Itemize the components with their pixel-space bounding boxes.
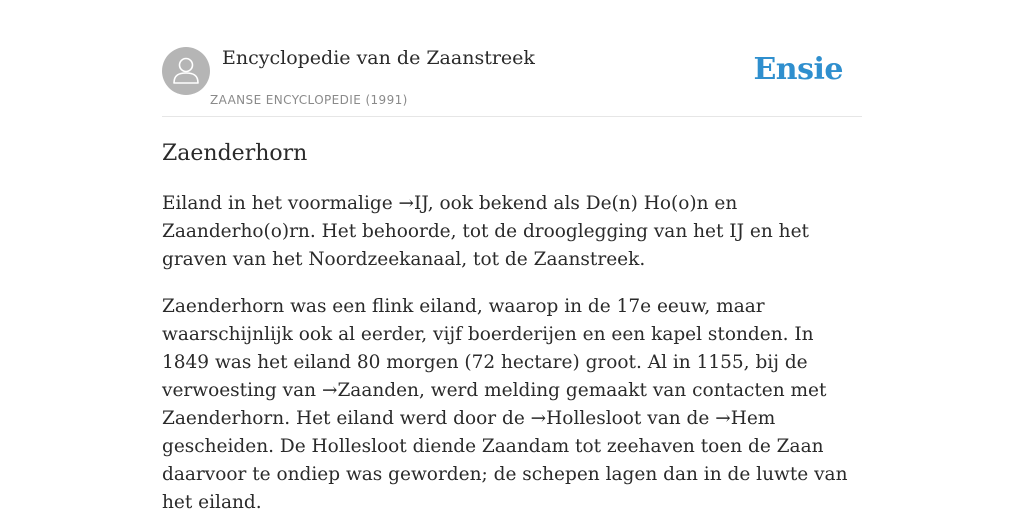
brand-logo[interactable]: Ensie <box>753 52 843 87</box>
book-source[interactable]: ZAANSE ENCYCLOPEDIE (1991) <box>210 93 408 107</box>
paragraph-2 <box>162 293 862 512</box>
link-ij[interactable]: →IJ <box>398 193 428 214</box>
paragraph-text: , werd melding gemaakt van contacten met Zaenderhorn. Het eiland werd door de <box>162 380 827 429</box>
header <box>162 46 862 117</box>
link-hem[interactable]: →Hem <box>715 408 776 429</box>
entry-title: Zaenderhorn <box>162 141 308 166</box>
paragraph-1 <box>162 190 862 274</box>
user-icon <box>162 47 210 95</box>
article <box>162 138 862 512</box>
paragraph-text: , ook bekend als De(n) Ho(o)n en Zaanderho(o)rn. Het behoorde, tot de drooglegging van het IJ en het graven van het Noordzeekanaal, tot de Zaanstreek. <box>162 193 809 270</box>
link-hollesloot[interactable]: →Hollesloot <box>530 408 642 429</box>
paragraph-text: gescheiden. De Hollesloot diende Zaandam tot zeehaven toen de Zaan daarvoor te ondiep was geworden; de schepen lagen dan in de luwte van het eiland. <box>162 436 848 512</box>
paragraph-text: Eiland in het voormalige <box>162 193 399 214</box>
book-title[interactable]: Encyclopedie van de Zaanstreek <box>222 47 535 69</box>
link-zaanden[interactable]: →Zaanden <box>321 380 419 401</box>
paragraph-text: van de <box>641 408 716 429</box>
avatar[interactable] <box>162 47 210 95</box>
paragraph-text: Zaenderhorn was een flink eiland, waarop in de 17e eeuw, maar waarschijnlijk ook al eerder, vijf boerderijen en een kapel stonden. In 1849 was het eiland 80 morgen (72 hectare) groot. Al in 1155, bij de verwoesting van <box>162 296 814 401</box>
